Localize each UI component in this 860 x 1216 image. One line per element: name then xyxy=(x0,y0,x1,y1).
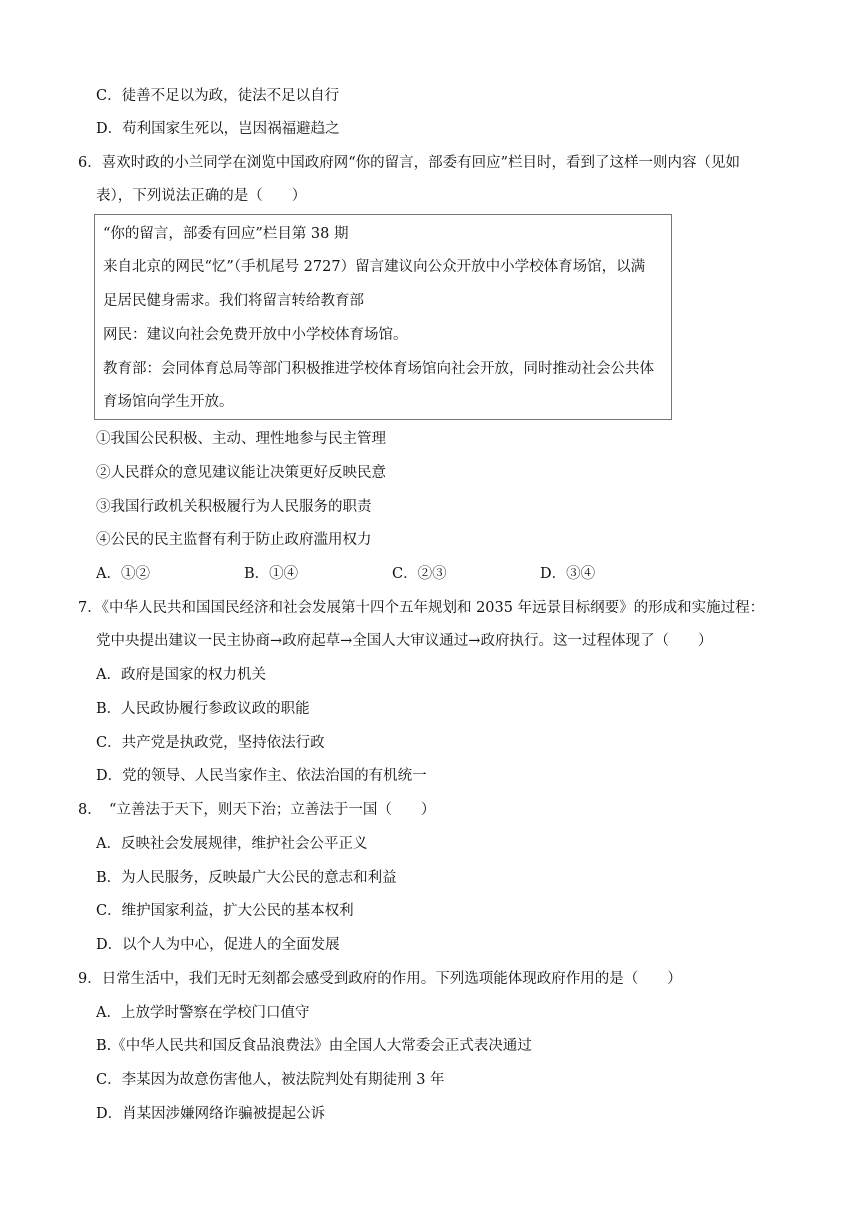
q6-stem-line1: 6．喜欢时政的小兰同学在浏览中国政府网“你的留言，部委有回应”栏目时，看到了这样一则内容（见如 xyxy=(78,155,741,171)
q6-box-line: 网民：建议向社会免费开放中小学校体育场馆。 xyxy=(103,327,408,343)
q5-option-d: D．苟利国家生死以，岂因祸福避趋之 xyxy=(96,121,340,137)
q8-option-a[interactable]: A．反映社会发展规律，维护社会公平正义 xyxy=(96,836,368,852)
q6-box-line: 足居民健身需求。我们将留言转给教育部 xyxy=(103,293,364,309)
q9-option-a[interactable]: A．上放学时警察在学校门口值守 xyxy=(96,1005,310,1021)
q6-choice-b[interactable]: B．①④ xyxy=(244,566,299,582)
q8-option-c[interactable]: C．维护国家利益，扩大公民的基本权利 xyxy=(96,903,354,919)
q6-statement-4: ④公民的民主监督有利于防止政府滥用权力 xyxy=(96,532,372,548)
q8-option-d[interactable]: D．以个人为中心，促进人的全面发展 xyxy=(96,937,340,953)
q7-stem-line1: 7．《中华人民共和国国民经济和社会发展第十四个五年规划和 2035 年远景目标纲要》的形成和实施过程： xyxy=(78,600,765,616)
q6-box-line: 育场馆向学生开放。 xyxy=(103,394,234,410)
q6-stem-line2: 表），下列说法正确的是（ ） xyxy=(96,188,307,204)
q6-box-line: 教育部：会同体育总局等部门积极推进学校体育场馆向社会开放，同时推动社会公共体 xyxy=(103,361,654,377)
q5-option-c: C．徒善不足以为政，徒法不足以自行 xyxy=(96,88,340,104)
q7-stem-line2: 党中央提出建议一民主协商→政府起草→全国人大审议通过→政府执行。这一过程体现了（ ） xyxy=(96,633,713,649)
q6-box-line: 来自北京的网民“忆”（手机尾号 2727）留言建议向公众开放中小学校体育场馆，以满 xyxy=(103,259,646,275)
q7-option-a[interactable]: A．政府是国家的权力机关 xyxy=(96,667,266,683)
q6-choice-c[interactable]: C．②③ xyxy=(392,566,447,582)
q7-option-b[interactable]: B．人民政协履行参政议政的职能 xyxy=(96,701,310,717)
q9-option-c[interactable]: C．李某因为故意伤害他人，被法院判处有期徒刑 3 年 xyxy=(96,1072,445,1088)
q6-box-line: “你的留言，部委有回应”栏目第 38 期 xyxy=(103,226,349,242)
q7-option-d[interactable]: D．党的领导、人民当家作主、依法治国的有机统一 xyxy=(96,768,427,784)
q9-option-d[interactable]: D．肖某因涉嫌网络诈骗被提起公诉 xyxy=(96,1106,326,1122)
q8-stem: 8． “立善法于天下，则天下治；立善法于一国（ ） xyxy=(78,802,436,818)
q6-material-box xyxy=(94,214,672,420)
q7-option-c[interactable]: C．共产党是执政党，坚持依法行政 xyxy=(96,735,325,751)
q8-option-b[interactable]: B．为人民服务，反映最广大公民的意志和利益 xyxy=(96,870,397,886)
q9-stem: 9．日常生活中，我们无时无刻都会感受到政府的作用。下列选项能体现政府作用的是（ ） xyxy=(78,971,682,987)
q6-statement-3: ③我国行政机关积极履行为人民服务的职责 xyxy=(96,499,372,515)
q9-option-b[interactable]: B.《中华人民共和国反食品浪费法》由全国人大常委会正式表决通过 xyxy=(96,1038,532,1054)
q6-choice-d[interactable]: D．③④ xyxy=(540,566,596,582)
q6-statement-2: ②人民群众的意见建议能让决策更好反映民意 xyxy=(96,465,386,481)
q6-choice-a[interactable]: A．①② xyxy=(96,566,150,582)
q6-statement-1: ①我国公民积极、主动、理性地参与民主管理 xyxy=(96,431,386,447)
